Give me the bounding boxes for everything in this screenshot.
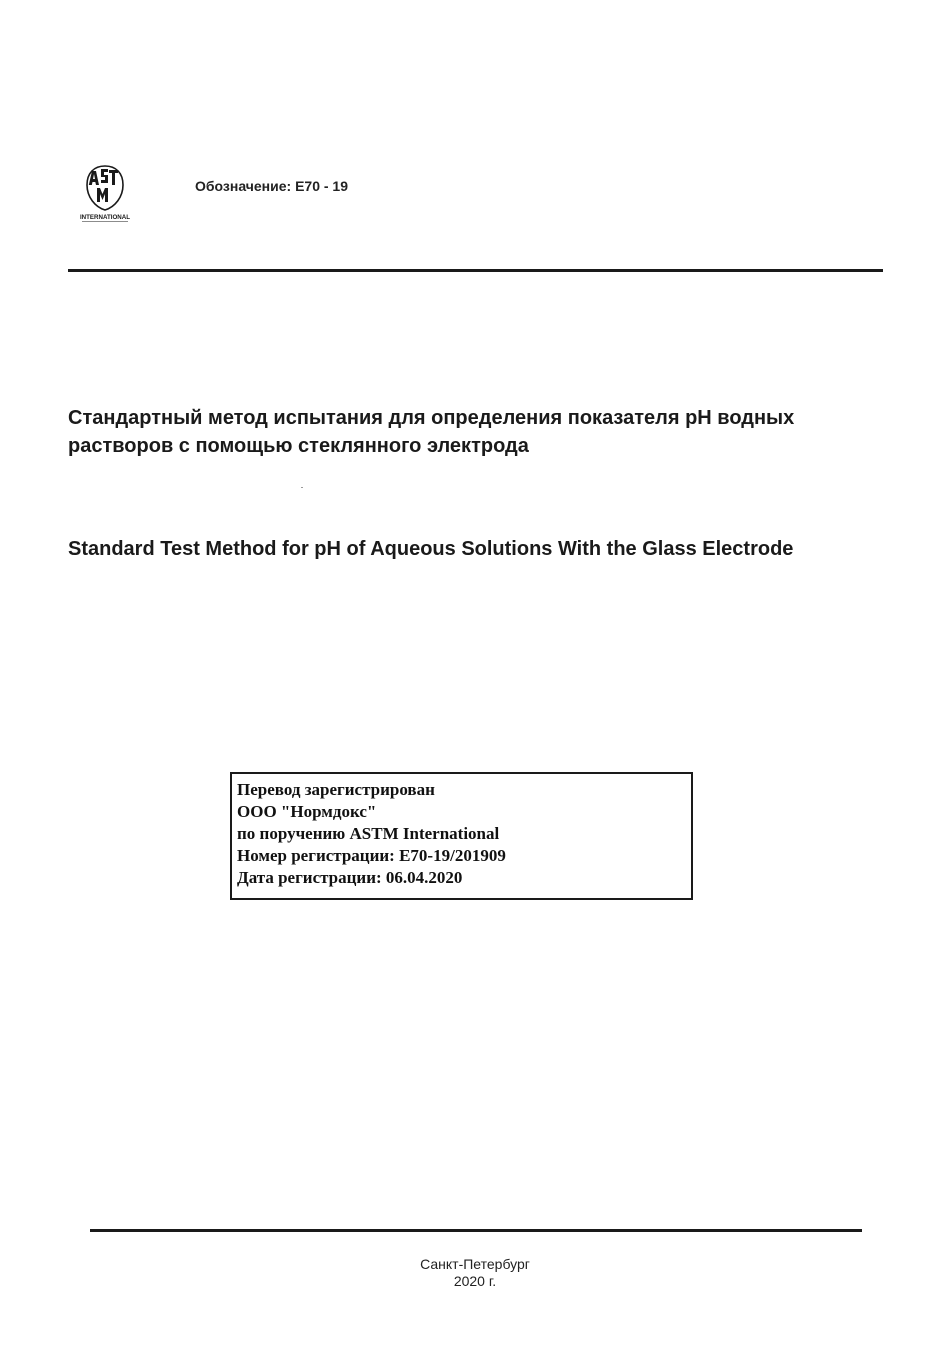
publication-year: 2020 г.: [453, 1273, 497, 1289]
title-russian: Стандартный метод испытания для определения показателя pH водных растворов с помощью стеклянного электрода: [68, 407, 795, 457]
registration-line: по поручению ASTM International: [237, 824, 500, 843]
registration-line: ООО "Нормдокс": [237, 802, 377, 821]
astm-logo: [78, 163, 132, 223]
bottom-divider: [90, 1229, 862, 1232]
registration-line: Номер регистрации: E70-19/201909: [237, 846, 506, 865]
registration-line: Перевод зарегистрирован: [237, 780, 435, 799]
publication-city: Санкт-Петербург: [420, 1256, 530, 1272]
logo-subtext: INTERNATIONAL: [79, 214, 131, 221]
top-divider: [68, 269, 883, 272]
registration-line: Дата регистрации: 06.04.2020: [237, 868, 463, 887]
document-designation: Обозначение: E70 - 19: [195, 178, 348, 194]
scan-speck: [301, 487, 303, 488]
title-english: Standard Test Method for pH of Aqueous Solutions With the Glass Electrode: [68, 538, 794, 560]
registration-box: [230, 772, 693, 900]
